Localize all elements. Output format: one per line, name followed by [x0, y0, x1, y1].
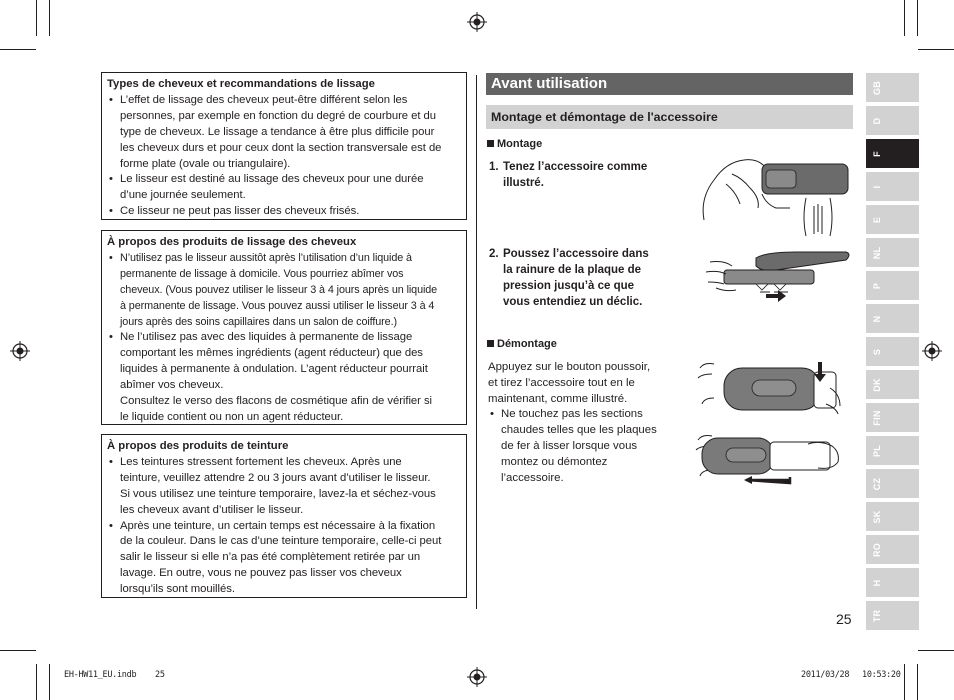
crop-mark	[36, 0, 37, 36]
list-item: • L’effet de lissage des cheveux peut-être différent selon les personnes, par exemple en fonction du degré de courbure et du type de cheveux. Le lissage a tendance à être plus difficile pour les cheveux durs et pour ceux dont la section transversale est de forme plate (ovale ou triangulaire).	[107, 93, 462, 173]
tab-fin[interactable]: FIN	[866, 403, 919, 432]
tab-cz[interactable]: CZ	[866, 469, 919, 498]
dye-products-box	[101, 434, 467, 598]
crop-mark	[36, 664, 37, 700]
section-heading: Avant utilisation	[486, 73, 853, 95]
crop-mark	[0, 49, 36, 50]
hair-types-box	[101, 72, 467, 220]
list-item: • Ce lisseur ne peut pas lisser des cheveux frisés.	[107, 204, 462, 220]
list-item: • Le lisseur est destiné au lissage des cheveux pour une durée d’une journée seulement.	[107, 172, 462, 204]
demontage-label: Démontage	[487, 337, 557, 351]
step-2: 2. Poussez l’accessoire dans la rainure de la plaque de pression jusqu’à ce que vous entendiez un déclic.	[489, 248, 649, 308]
list-item-continuation: Consultez le verso des flacons de cosmétique afin de vérifier si le liquide contient ou non un agent réducteur.	[120, 395, 433, 423]
tab-d[interactable]: D	[866, 106, 919, 135]
illustration-hold-attachment	[696, 148, 854, 240]
demontage-instructions: Appuyez sur le bouton poussoir, et tirez l’accessoire tout en le maintenant, comme illustré. • Ne touchez pas les sections chaudes telles que les plaques de fer à lisser lorsque vous montez ou démontez l’accessoire.	[488, 360, 668, 486]
crop-mark	[917, 664, 918, 700]
crop-mark	[917, 0, 918, 36]
tab-h[interactable]: H	[866, 568, 919, 597]
crop-mark	[904, 664, 905, 700]
tab-tr[interactable]: TR	[866, 601, 919, 630]
straightening-products-box	[101, 230, 467, 425]
straightening-products-title: À propos des produits de lissage des cheveux	[107, 236, 357, 248]
tab-sk[interactable]: SK	[866, 502, 919, 531]
crop-mark	[49, 0, 50, 36]
crop-mark	[49, 664, 50, 700]
tab-n[interactable]: N	[866, 304, 919, 333]
list-item: • Après une teinture, un certain temps est nécessaire à la fixation de la couleur. Dans le cas d’une teinture temporaire, celle-ci peut salir le lisseur si elle n’a pas été complètement retirée par un lavage. En outre, vous ne pouvez pas lisser vos cheveux lorsqu’ils sont mouillés.	[107, 519, 462, 599]
crop-mark	[918, 650, 954, 651]
illustration-push-attachment	[696, 248, 854, 306]
crop-mark	[918, 49, 954, 50]
dye-products-title: À propos des produits de teinture	[107, 440, 289, 452]
page-number: 25	[836, 611, 852, 627]
square-bullet-icon	[487, 340, 494, 347]
list-item: • N’utilisez pas le lisseur aussitôt après l’utilisation d’un liquide à permanente de lissage à domicile. Vous pourriez abîmer vos cheveux. (Vous pouvez utiliser le lisseur 3 à 4 jours après un liquide à permanente de lissage. Vous pouvez aussi utiliser le lisseur 3 à 4 jours après des soins capillaires dans un salon de coiffure.)	[107, 251, 462, 331]
footer-time: 10:53:20	[862, 670, 901, 680]
tab-p[interactable]: P	[866, 271, 919, 300]
montage-label: Montage	[487, 137, 542, 151]
list-item: • Ne l’utilisez pas avec des liquides à permanente de lissage comportant les mêmes ingrédients (agent réducteur) que des liquides à permanente à ondulation. L’agent réducteur pourrait abîmer vos cheveux.	[107, 330, 462, 394]
registration-mark-icon	[467, 12, 487, 32]
step-1: 1. Tenez l’accessoire comme illustré.	[489, 161, 648, 189]
tab-i[interactable]: I	[866, 172, 919, 201]
section-subheading: Montage et démontage de l'accessoire	[486, 105, 853, 129]
column-divider	[476, 75, 477, 609]
crop-mark	[904, 0, 905, 36]
illustration-pull-attachment	[690, 430, 850, 490]
footer-filename: EH-HW11_EU.indb	[64, 670, 137, 680]
footer-date: 2011/03/28	[801, 670, 850, 680]
list-item: • Les teintures stressent fortement les cheveux. Après une teinture, veuillez attendre 2 ou 3 jours avant d’utiliser le lisseur. Si vous utilisez une teinture temporaire, lavez-la et séchez-vous les cheveux avant d’utiliser le lisseur.	[107, 455, 462, 519]
tab-gb[interactable]: GB	[866, 73, 919, 102]
tab-nl[interactable]: NL	[866, 238, 919, 267]
crop-mark	[0, 650, 36, 651]
registration-mark-icon	[922, 341, 942, 361]
hair-types-title: Types de cheveux et recommandations de lissage	[107, 78, 375, 90]
list-item: • Ne touchez pas les sections chaudes telles que les plaques de fer à lisser lorsque vous montez ou démontez l’accessoire.	[488, 407, 668, 486]
footer-page: 25	[155, 670, 165, 680]
registration-mark-icon	[10, 341, 30, 361]
registration-mark-icon	[467, 667, 487, 687]
tab-dk[interactable]: DK	[866, 370, 919, 399]
square-bullet-icon	[487, 140, 494, 147]
tab-f[interactable]: F	[866, 139, 919, 168]
tab-pl[interactable]: PL	[866, 436, 919, 465]
tab-s[interactable]: S	[866, 337, 919, 366]
tab-ro[interactable]: RO	[866, 535, 919, 564]
illustration-press-button	[690, 358, 850, 414]
tab-e[interactable]: E	[866, 205, 919, 234]
